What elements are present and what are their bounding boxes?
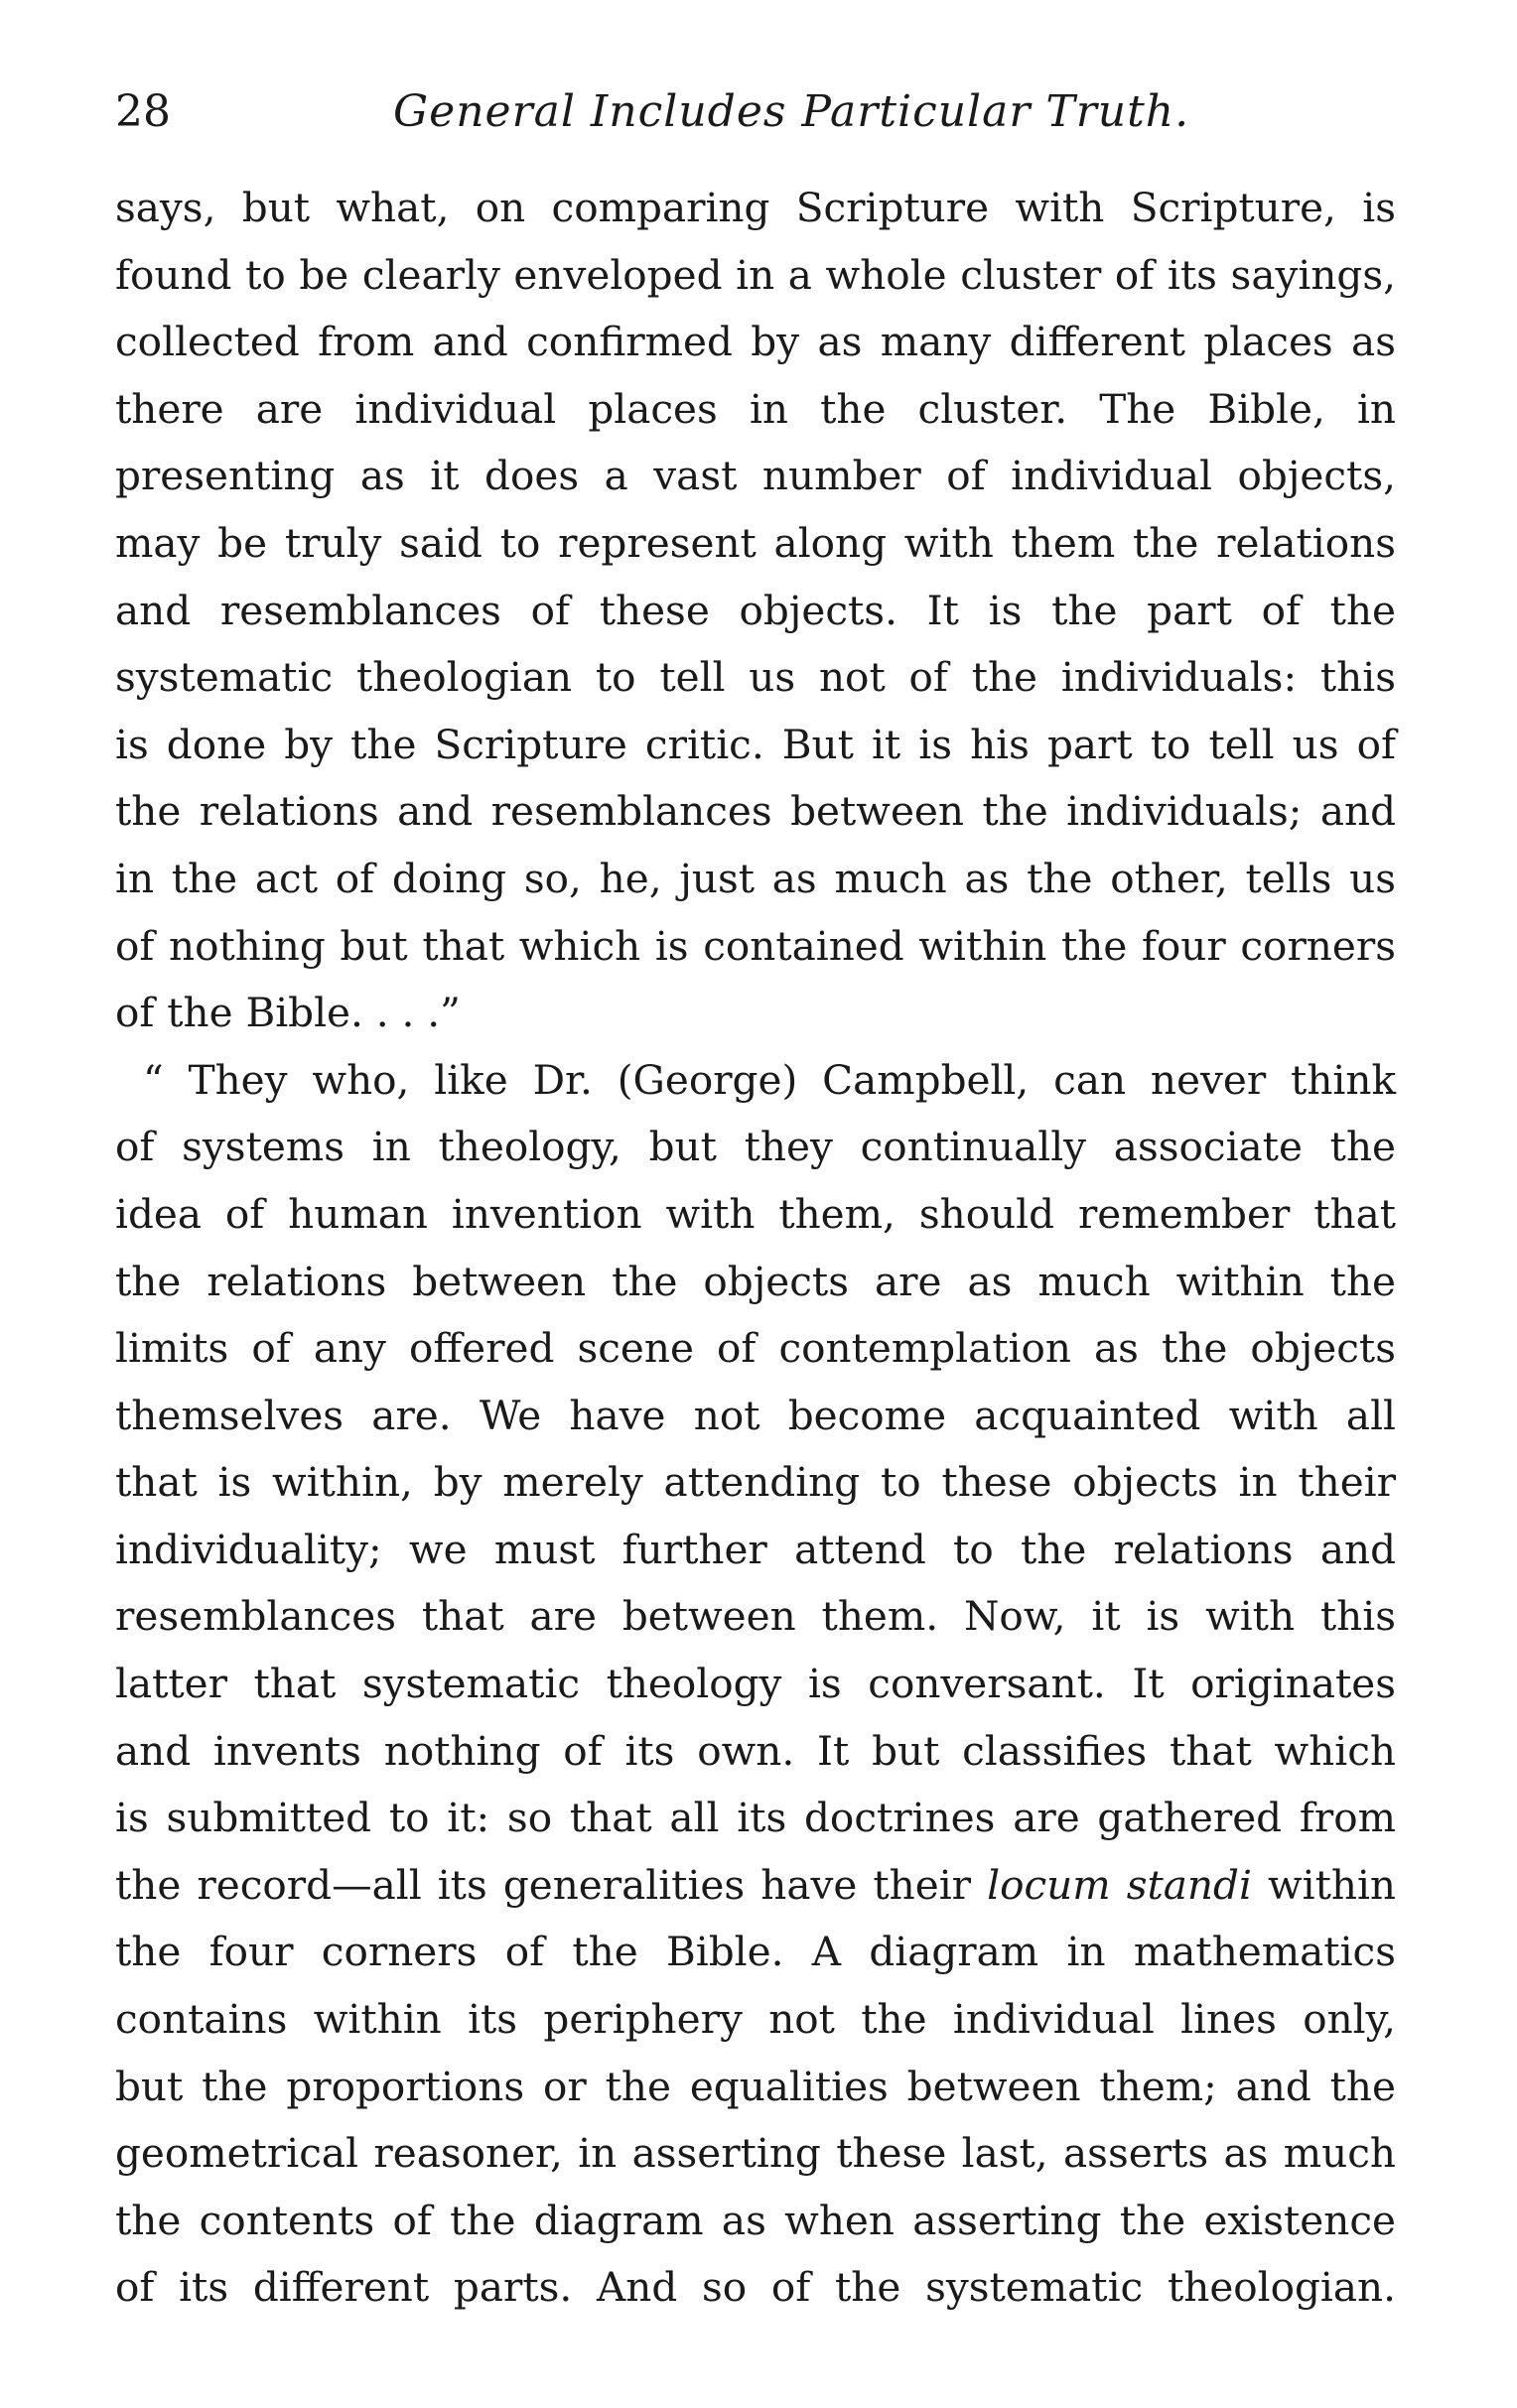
text-line: the contents of the diagram as when asserting the existence: [115, 2196, 1396, 2244]
text-line: and invents nothing of its own. It but classifies that which: [115, 1726, 1396, 1775]
italic-phrase: locum standi: [987, 1860, 1252, 1909]
page-number: 28: [115, 86, 171, 137]
text-line: the relations and resemblances between the individuals; and: [115, 787, 1396, 836]
text-line: geometrical reasoner, in asserting these last, asserts as much: [115, 2129, 1396, 2178]
text-line: may be truly said to represent along with them the relations: [115, 518, 1396, 567]
text-line: idea of human invention with them, should remember that: [115, 1189, 1396, 1238]
page-header: [115, 77, 1396, 147]
text-line-with-italic: [115, 1852, 1396, 1920]
body-text: [115, 175, 1396, 2322]
text-line: “ They who, like Dr. (George) Campbell, can never think: [143, 1055, 1396, 1104]
text-line: but the proportions or the equalities between them; and the: [115, 2062, 1396, 2110]
text-line: in the act of doing so, he, just as much as the other, tells us: [115, 854, 1396, 902]
text-line: of its different parts. And so of the systematic theologian.: [115, 2263, 1396, 2312]
text-line: is done by the Scripture critic. But it is his part to tell us of: [115, 720, 1396, 768]
text-line: is submitted to it: so that all its doctrines are gathered from: [115, 1794, 1396, 1842]
text-line: of nothing but that which is contained within the four corners: [115, 921, 1396, 970]
text-line: and resemblances of these objects. It is the part of the: [115, 586, 1396, 634]
text-line: says, but what, on comparing Scripture with Scripture, is: [115, 184, 1396, 231]
text-line: themselves are. We have not become acquainted with all: [115, 1391, 1396, 1439]
text-line: there are individual places in the cluster. The Bible, in: [115, 384, 1396, 433]
text-line: found to be clearly enveloped in a whole cluster of its sayings,: [115, 250, 1396, 299]
text-line: resemblances that are between them. Now, it is with this: [115, 1592, 1396, 1641]
text-line: limits of any offered scene of contemplation as the objects: [115, 1324, 1396, 1373]
text-line: that is within, by merely attending to these objects in their: [115, 1458, 1396, 1507]
text-line-head: the record—all its generalities have their: [115, 1860, 972, 1909]
text-line: the four corners of the Bible. A diagram in mathematics: [115, 1928, 1396, 1976]
text-line: of systems in theology, but they continually associate the: [115, 1123, 1396, 1171]
text-line: systematic theologian to tell us not of the individuals: this: [115, 653, 1396, 702]
text-line: presenting as it does a vast number of individual objects,: [115, 452, 1396, 500]
text-line: the relations between the objects are as much within the: [115, 1257, 1396, 1305]
text-line: collected from and confirmed by as many different places as: [115, 318, 1396, 366]
text-line: individuality; we must further attend to the relations and: [115, 1525, 1396, 1573]
text-line: of the Bible. . . .”: [115, 989, 461, 1037]
text-line-tail: within: [1268, 1860, 1397, 1909]
text-line: contains within its periphery not the individual lines only,: [115, 1995, 1396, 2044]
text-line: latter that systematic theology is conversant. It originates: [115, 1660, 1396, 1708]
running-title: General Includes Particular Truth.: [393, 86, 1190, 137]
